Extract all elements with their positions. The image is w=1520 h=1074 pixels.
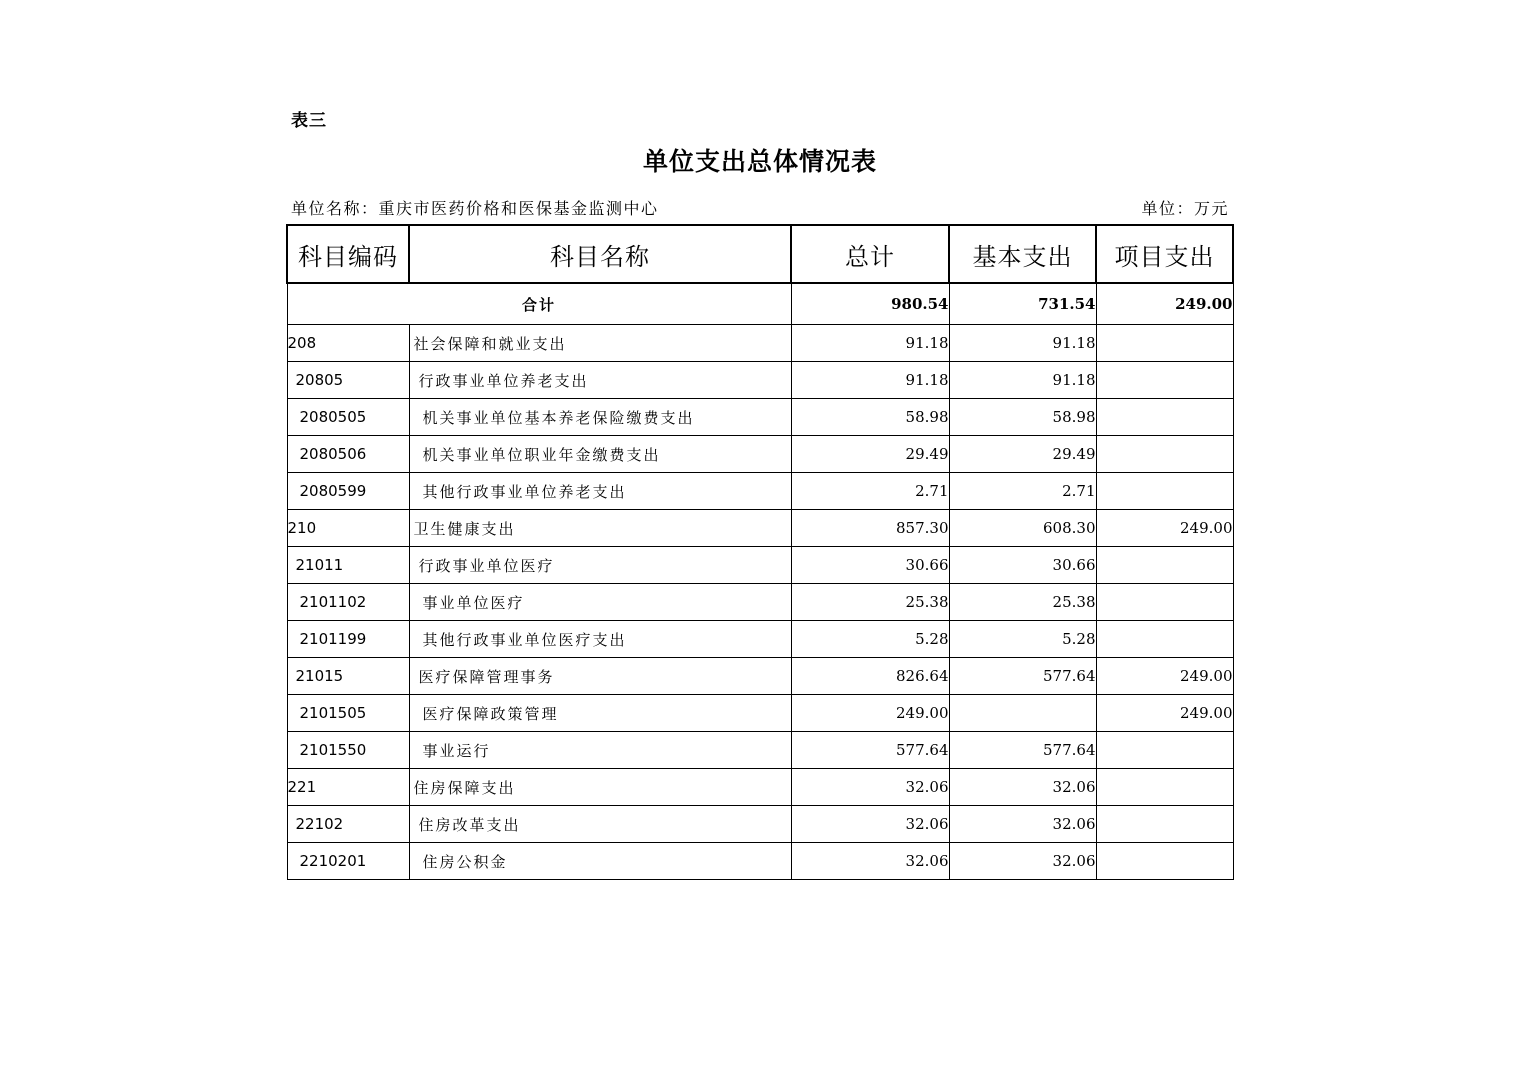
meta-row (291, 196, 1231, 218)
row-name: 住房改革支出 (409, 806, 791, 843)
table-row (287, 732, 1233, 769)
row-name: 社会保障和就业支出 (409, 325, 791, 362)
row-project (1096, 769, 1233, 806)
row-total: 249.00 (791, 695, 949, 732)
org-name: 单位名称：重庆市医药价格和医保基金监测中心 (291, 199, 659, 218)
column-header-code: 科目编码 (287, 225, 409, 283)
row-project: 249.00 (1096, 658, 1233, 695)
row-name: 卫生健康支出 (409, 510, 791, 547)
row-basic: 5.28 (949, 621, 1096, 658)
table-row (287, 436, 1233, 473)
table-row (287, 325, 1233, 362)
row-project (1096, 362, 1233, 399)
row-code: 2210201 (287, 843, 409, 880)
header-row (287, 225, 1233, 283)
column-header-name: 科目名称 (409, 225, 791, 283)
row-name: 其他行政事业单位养老支出 (409, 473, 791, 510)
row-total: 5.28 (791, 621, 949, 658)
row-project (1096, 843, 1233, 880)
row-basic: 91.18 (949, 362, 1096, 399)
total-total: 980.54 (791, 283, 949, 325)
row-basic: 91.18 (949, 325, 1096, 362)
row-project (1096, 547, 1233, 584)
row-total: 25.38 (791, 584, 949, 621)
table-row (287, 362, 1233, 399)
row-code: 22102 (287, 806, 409, 843)
row-basic: 577.64 (949, 658, 1096, 695)
total-basic: 731.54 (949, 283, 1096, 325)
table-row (287, 584, 1233, 621)
row-basic: 29.49 (949, 436, 1096, 473)
row-total: 29.49 (791, 436, 949, 473)
row-basic: 2.71 (949, 473, 1096, 510)
row-name: 医疗保障管理事务 (409, 658, 791, 695)
row-project (1096, 732, 1233, 769)
row-total: 58.98 (791, 399, 949, 436)
row-name: 事业单位医疗 (409, 584, 791, 621)
row-project (1096, 806, 1233, 843)
row-name: 住房公积金 (409, 843, 791, 880)
row-name: 住房保障支出 (409, 769, 791, 806)
row-project (1096, 584, 1233, 621)
row-total: 91.18 (791, 325, 949, 362)
table-row (287, 510, 1233, 547)
row-project (1096, 399, 1233, 436)
table-row (287, 658, 1233, 695)
row-project (1096, 621, 1233, 658)
column-header-project: 项目支出 (1096, 225, 1233, 283)
row-name: 行政事业单位医疗 (409, 547, 791, 584)
page-title: 单位支出总体情况表 (642, 147, 877, 176)
table-label: 表三 (291, 111, 327, 131)
row-basic: 32.06 (949, 769, 1096, 806)
row-basic: 577.64 (949, 732, 1096, 769)
row-code: 20805 (287, 362, 409, 399)
table-row (287, 399, 1233, 436)
row-code: 210 (287, 510, 409, 547)
row-total: 32.06 (791, 843, 949, 880)
row-name: 其他行政事业单位医疗支出 (409, 621, 791, 658)
row-project (1096, 473, 1233, 510)
row-total: 2.71 (791, 473, 949, 510)
row-code: 2101505 (287, 695, 409, 732)
row-name: 医疗保障政策管理 (409, 695, 791, 732)
table-row (287, 621, 1233, 658)
total-row (287, 283, 1233, 325)
row-name: 机关事业单位基本养老保险缴费支出 (409, 399, 791, 436)
row-name: 机关事业单位职业年金缴费支出 (409, 436, 791, 473)
row-basic: 32.06 (949, 806, 1096, 843)
table-row (287, 769, 1233, 806)
row-project: 249.00 (1096, 695, 1233, 732)
column-header-basic: 基本支出 (949, 225, 1096, 283)
table-row (287, 547, 1233, 584)
table-row (287, 473, 1233, 510)
row-basic: 32.06 (949, 843, 1096, 880)
row-code: 21015 (287, 658, 409, 695)
row-project (1096, 325, 1233, 362)
row-total: 857.30 (791, 510, 949, 547)
row-project: 249.00 (1096, 510, 1233, 547)
total-project: 249.00 (1096, 283, 1233, 325)
row-basic: 25.38 (949, 584, 1096, 621)
unit-label: 单位：万元 (1141, 199, 1229, 218)
row-total: 826.64 (791, 658, 949, 695)
row-name: 事业运行 (409, 732, 791, 769)
row-basic: 58.98 (949, 399, 1096, 436)
row-code: 2101102 (287, 584, 409, 621)
row-code: 221 (287, 769, 409, 806)
row-code: 2080599 (287, 473, 409, 510)
row-basic: 30.66 (949, 547, 1096, 584)
row-name: 行政事业单位养老支出 (409, 362, 791, 399)
row-total: 32.06 (791, 806, 949, 843)
row-code: 2101550 (287, 732, 409, 769)
table-row (287, 806, 1233, 843)
total-label: 合计 (287, 283, 791, 325)
row-code: 2080505 (287, 399, 409, 436)
row-code: 2080506 (287, 436, 409, 473)
row-code: 208 (287, 325, 409, 362)
column-header-total: 总计 (791, 225, 949, 283)
table-row (287, 695, 1233, 732)
row-total: 577.64 (791, 732, 949, 769)
row-total: 91.18 (791, 362, 949, 399)
row-total: 32.06 (791, 769, 949, 806)
row-project (1096, 436, 1233, 473)
row-code: 2101199 (287, 621, 409, 658)
row-total: 30.66 (791, 547, 949, 584)
row-code: 21011 (287, 547, 409, 584)
table-row (287, 843, 1233, 880)
row-basic (949, 695, 1096, 732)
row-basic: 608.30 (949, 510, 1096, 547)
expenditure-table (286, 224, 1234, 880)
